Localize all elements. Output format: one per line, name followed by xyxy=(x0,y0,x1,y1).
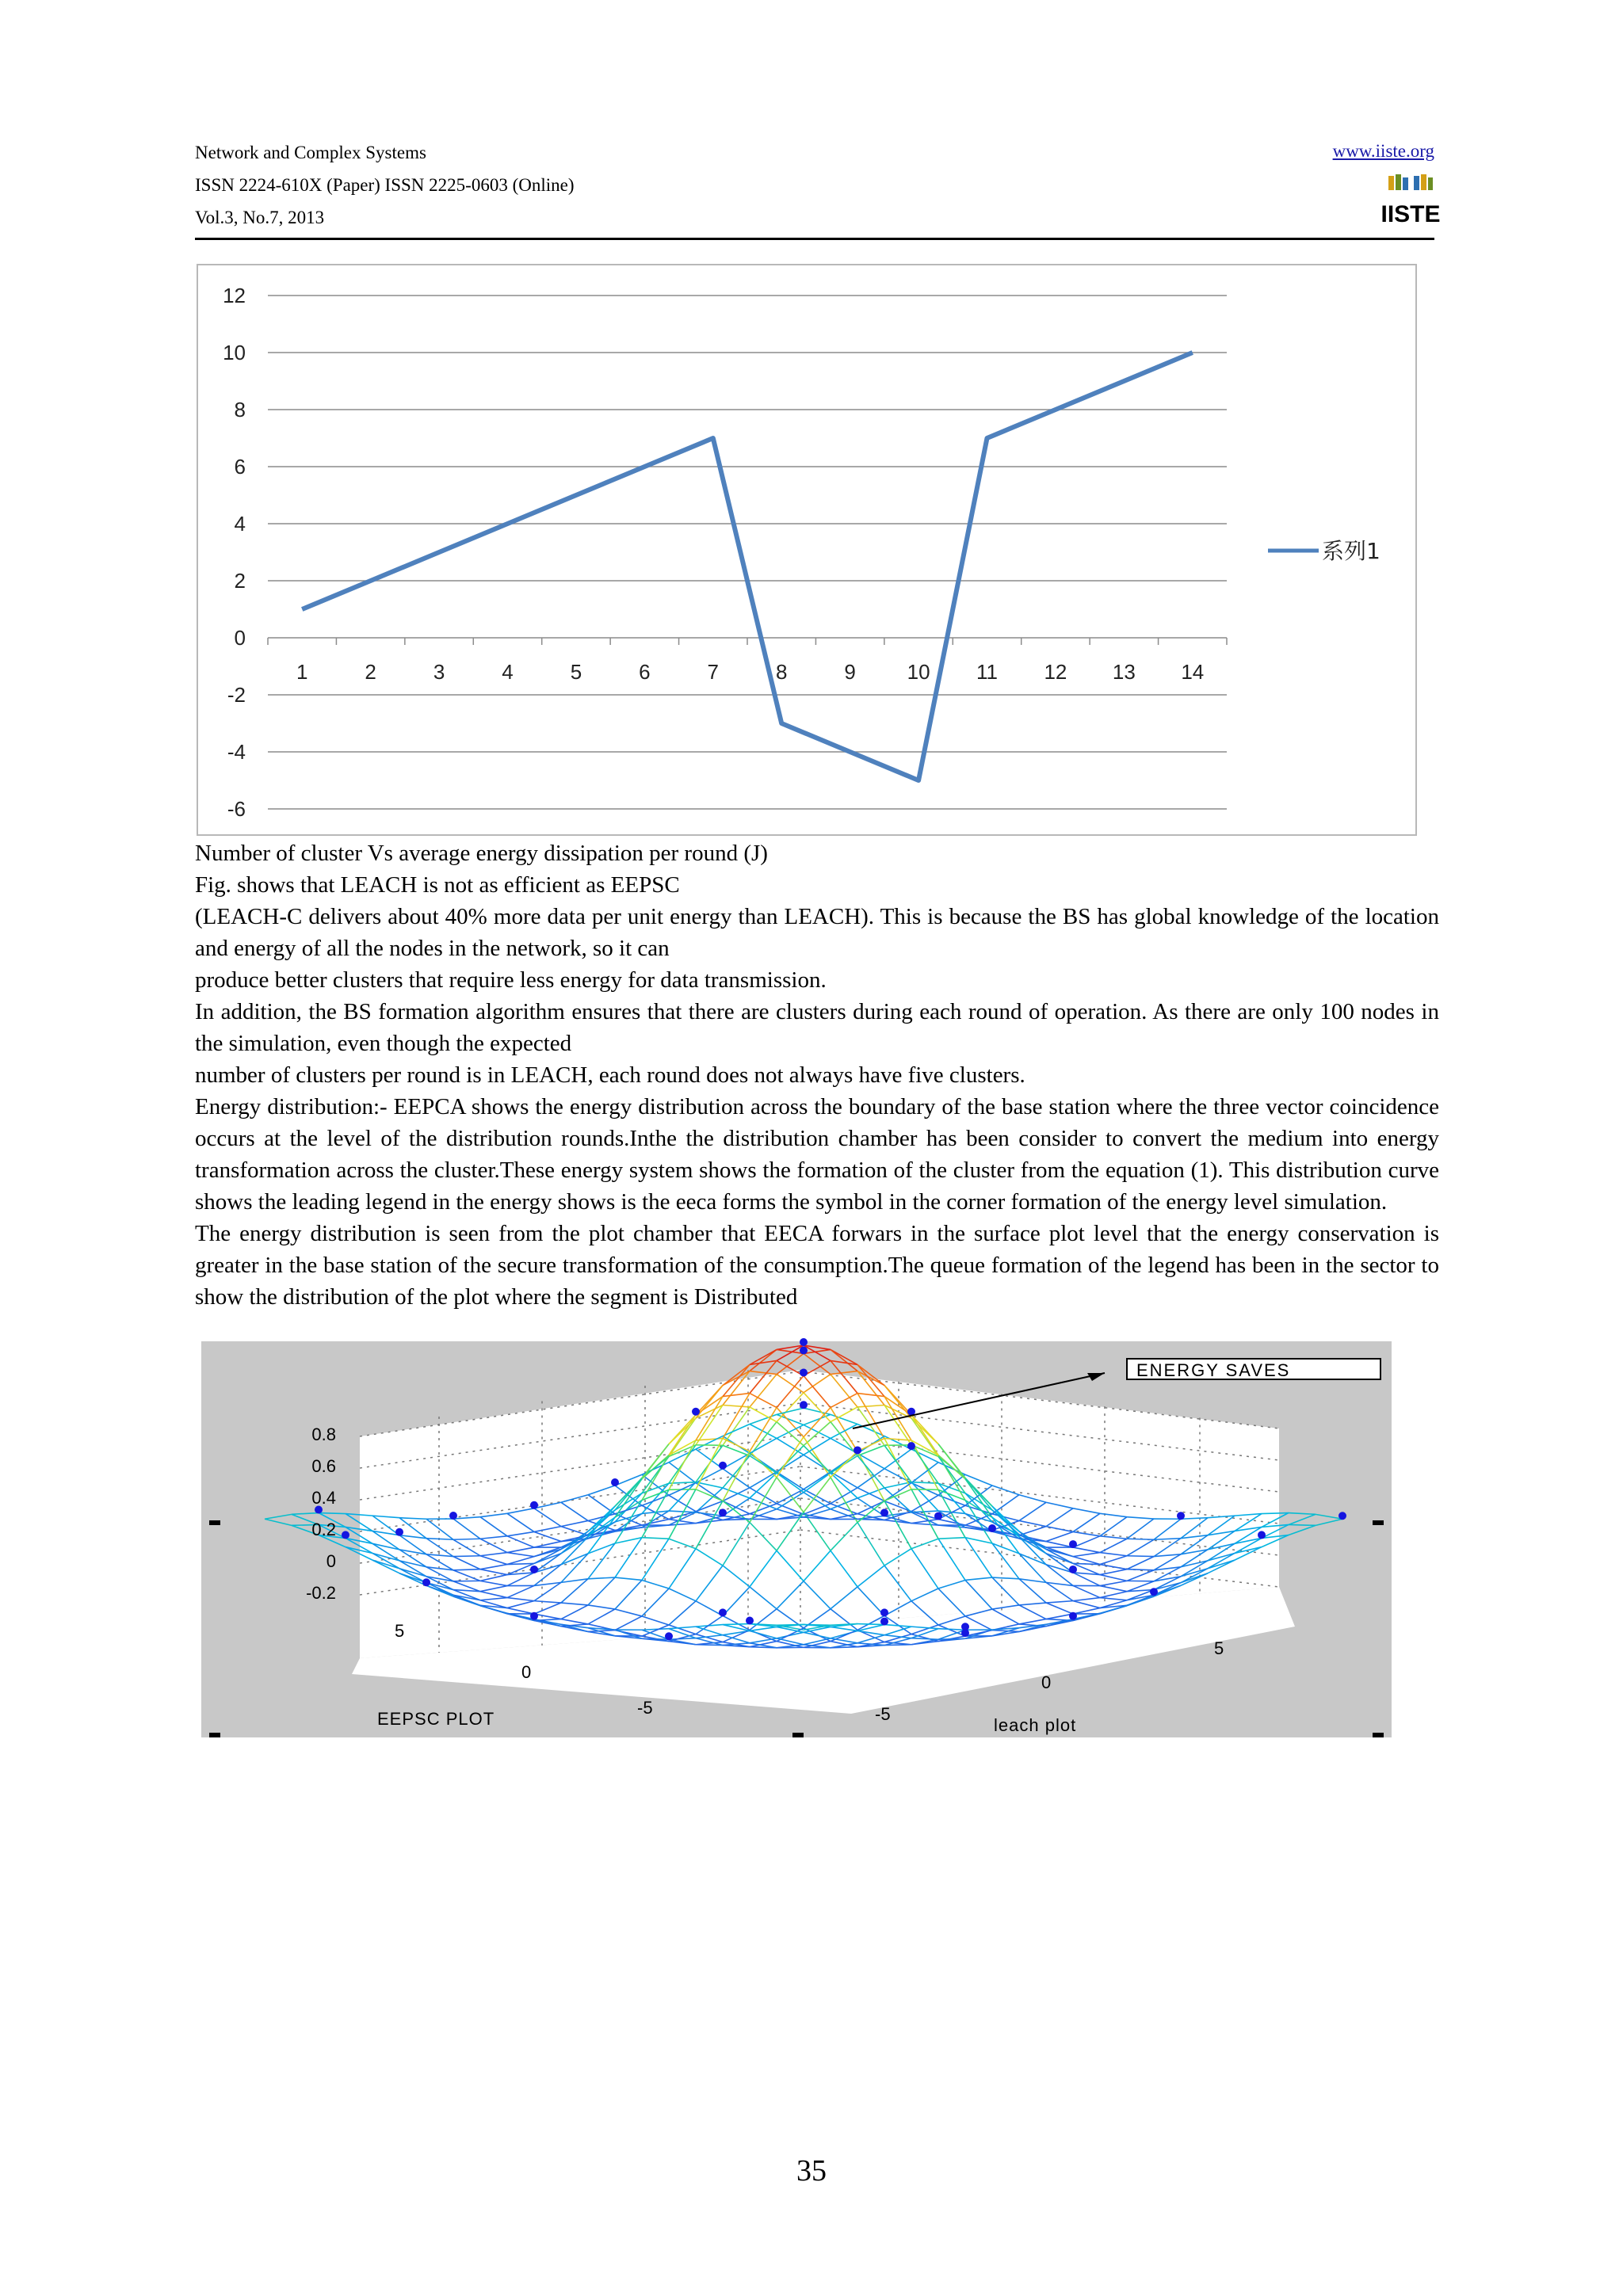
x-tick-label: 5 xyxy=(570,660,582,684)
z-tick: 0.4 xyxy=(311,1488,336,1508)
data-marker xyxy=(800,1401,808,1409)
x-tick-label: 6 xyxy=(639,660,651,684)
left-tick: 5 xyxy=(395,1621,405,1641)
mesh-line xyxy=(1289,1524,1316,1525)
journal-name: Network and Complex Systems xyxy=(195,143,426,162)
mesh-line xyxy=(857,1624,884,1625)
right-tick: 5 xyxy=(1214,1638,1224,1658)
x-tick-label: 13 xyxy=(1112,660,1136,684)
data-marker xyxy=(907,1442,915,1450)
paragraph: Number of cluster Vs average energy dissipation per round (J) xyxy=(195,841,768,866)
header-rule xyxy=(195,238,1434,240)
data-marker xyxy=(880,1508,888,1516)
left-tick: -5 xyxy=(637,1698,653,1718)
y-tick-label: 12 xyxy=(223,284,246,307)
paragraph: (LEACH-C delivers about 40% more data per unit energy than LEACH). This is because the BS has global knowledge of the location and energy of all the nodes in the network, so it can xyxy=(195,904,1439,961)
data-marker xyxy=(530,1612,538,1620)
y-tick-label: -2 xyxy=(227,683,246,707)
z-tick: 0.2 xyxy=(311,1520,336,1539)
data-marker xyxy=(692,1408,700,1416)
data-marker xyxy=(1177,1512,1185,1520)
z-tick: -0.2 xyxy=(306,1583,336,1603)
data-marker xyxy=(746,1617,754,1625)
right-axis-label: leach plot xyxy=(994,1715,1077,1735)
x-tick-label: 7 xyxy=(707,660,720,684)
mesh-line xyxy=(319,1513,346,1514)
figure-handle xyxy=(209,1733,220,1737)
mesh-line xyxy=(911,1489,938,1490)
z-tick: 0 xyxy=(326,1551,336,1571)
x-tick-label: 12 xyxy=(1044,660,1067,684)
data-marker xyxy=(880,1608,888,1616)
data-marker xyxy=(988,1524,996,1532)
data-marker xyxy=(719,1608,727,1616)
data-marker xyxy=(1069,1612,1077,1620)
logo-text: IISTE xyxy=(1381,201,1441,227)
data-marker xyxy=(611,1478,619,1486)
data-marker xyxy=(800,1338,808,1346)
right-tick: 0 xyxy=(1041,1672,1052,1692)
y-tick-label: 10 xyxy=(223,341,246,364)
body-text xyxy=(195,837,1439,1313)
website-link[interactable]: www.iiste.org xyxy=(1332,141,1434,161)
series-line xyxy=(302,353,1193,780)
data-marker xyxy=(395,1528,403,1536)
y-tick-label: 4 xyxy=(234,512,246,536)
left-axis-label: EEPSC PLOT xyxy=(377,1709,495,1729)
x-tick-label: 3 xyxy=(433,660,445,684)
mesh-line xyxy=(884,1645,911,1646)
mesh-line xyxy=(777,1624,804,1625)
z-tick: 0.8 xyxy=(311,1425,336,1444)
y-tick-label: 0 xyxy=(234,626,246,650)
y-tick-label: 6 xyxy=(234,455,246,479)
right-tick: -5 xyxy=(875,1704,891,1724)
x-tick-label: 14 xyxy=(1181,660,1205,684)
data-marker xyxy=(961,1629,969,1637)
line-chart xyxy=(197,264,1417,836)
x-tick-label: 11 xyxy=(976,660,998,684)
data-marker xyxy=(880,1618,888,1626)
data-marker xyxy=(934,1512,942,1520)
data-marker xyxy=(719,1462,727,1470)
figure-handle xyxy=(209,1520,220,1525)
y-tick-label: 8 xyxy=(234,398,246,421)
data-marker xyxy=(449,1512,457,1520)
x-tick-label: 2 xyxy=(365,660,376,684)
volume-info: Vol.3, No.7, 2013 xyxy=(195,208,325,227)
z-tick: 0.6 xyxy=(311,1456,336,1476)
paragraph: The energy distribution is seen from the plot chamber that EECA forwars in the surface plot level that the energy conservation is greater in the base station of the secure transformation of the consumption.The queue formation of the legend has been in the sector to show the distribution of the plot where the segment is Distributed xyxy=(195,1221,1439,1310)
x-tick-label: 8 xyxy=(775,660,788,684)
data-marker xyxy=(854,1446,861,1454)
data-marker xyxy=(800,1346,808,1354)
paragraph: produce better clusters that require less energy for data transmission. xyxy=(195,967,827,993)
data-marker xyxy=(530,1566,538,1573)
mesh-line xyxy=(723,1624,750,1625)
paragraph: Fig. shows that LEACH is not as efficient as EEPSC xyxy=(195,872,680,898)
mesh-line xyxy=(1073,1563,1100,1564)
annotation-text: ENERGY SAVES xyxy=(1136,1360,1291,1380)
mesh-line xyxy=(453,1556,480,1557)
y-tick-label: -4 xyxy=(227,740,246,764)
paragraph: In addition, the BS formation algorithm ensures that there are clusters during each round of operation. As there are only 100 nodes in the simulation, even though the expected xyxy=(195,999,1439,1056)
data-marker xyxy=(1150,1588,1158,1596)
y-tick-label: 2 xyxy=(234,569,246,593)
data-marker xyxy=(1069,1540,1077,1548)
line-chart-svg xyxy=(198,265,1419,837)
mesh-line xyxy=(831,1647,857,1648)
mesh-line xyxy=(938,1638,965,1639)
x-tick-label: 10 xyxy=(907,660,930,684)
page-number: 35 xyxy=(796,2154,827,2187)
figure-handle xyxy=(1373,1520,1384,1525)
issn: ISSN 2224-610X (Paper) ISSN 2225-0603 (Online) xyxy=(195,175,575,195)
mesh-line xyxy=(453,1569,480,1570)
figure-handle xyxy=(1373,1733,1384,1737)
paragraph: number of clusters per round is in LEACH, each round does not always have five clusters. xyxy=(195,1062,1025,1088)
y-tick-label: -6 xyxy=(227,797,246,821)
data-marker xyxy=(342,1531,349,1539)
data-marker xyxy=(800,1368,808,1376)
surface-plot-figure xyxy=(201,1341,1392,1737)
paragraph: Energy distribution:- EEPCA shows the energy distribution across the boundary of the base station where the three vector coincidence occurs at the level of the distribution rounds.Inthe the distribution chamber has been consider to convert the medium into energy transformation across the cluster.These energy system shows the formation of the cluster from the equation (1). This distribution curve shows the leading legend in the energy shows is the eeca forms the symbol in the corner formation of the energy level simulation. xyxy=(195,1094,1439,1215)
x-tick-label: 1 xyxy=(296,660,308,684)
x-tick-label: 4 xyxy=(502,660,514,684)
mesh-line xyxy=(1127,1556,1154,1557)
mesh-line xyxy=(1127,1569,1154,1570)
x-tick-label: 9 xyxy=(844,660,856,684)
legend-label: 系列1 xyxy=(1322,538,1381,564)
left-tick: 0 xyxy=(521,1662,532,1682)
data-marker xyxy=(665,1632,673,1640)
data-marker xyxy=(1338,1512,1346,1520)
data-marker xyxy=(719,1508,727,1516)
data-marker xyxy=(1258,1531,1266,1539)
figure-handle xyxy=(792,1733,804,1737)
iiste-logo-icon xyxy=(1381,173,1441,227)
mesh-line xyxy=(1262,1513,1289,1514)
data-marker xyxy=(1069,1566,1077,1573)
data-marker xyxy=(530,1501,538,1509)
data-marker xyxy=(422,1578,430,1586)
